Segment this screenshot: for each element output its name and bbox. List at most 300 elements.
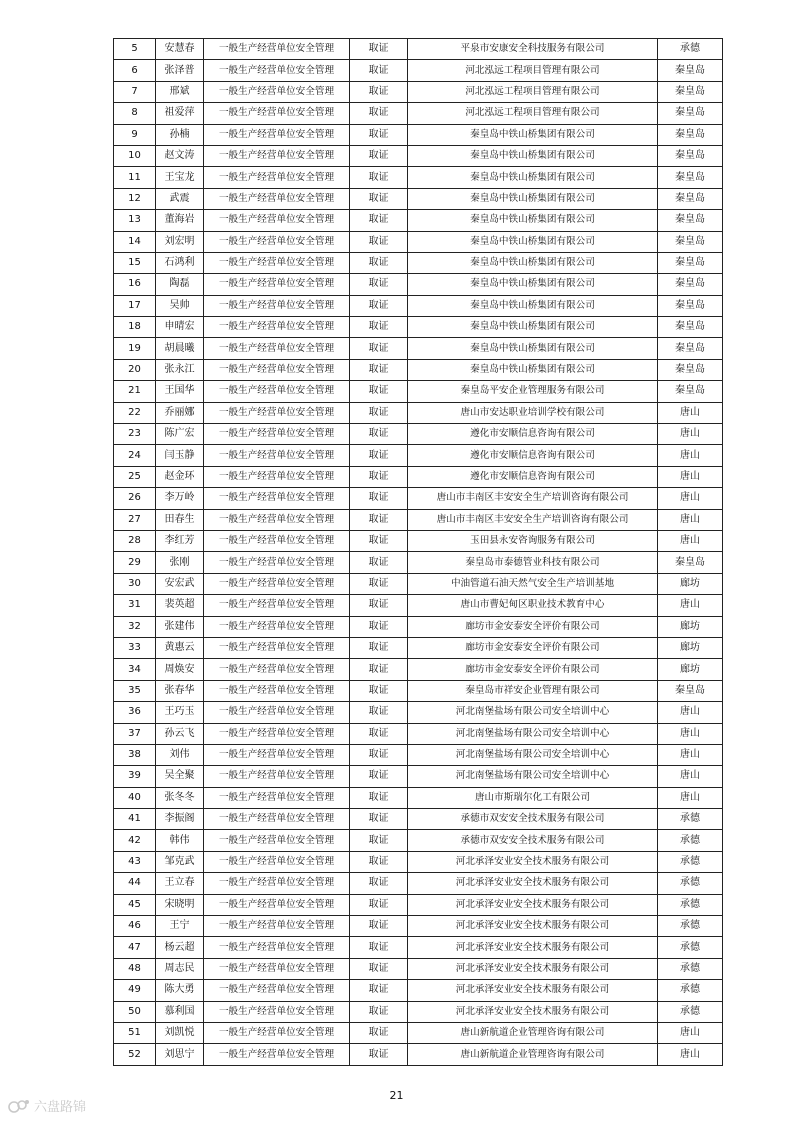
cell-name: 邹克武 (156, 851, 204, 872)
table-row (114, 295, 723, 316)
cell-no: 11 (114, 167, 156, 188)
table-row (114, 60, 723, 81)
table-row (114, 937, 723, 958)
cell-no: 12 (114, 188, 156, 209)
cell-name: 石鸿利 (156, 252, 204, 273)
cell-type: 取证 (350, 937, 408, 958)
cell-name: 王宁 (156, 916, 204, 937)
cell-name: 裴英超 (156, 595, 204, 616)
cell-no: 52 (114, 1044, 156, 1065)
cell-category: 一般生产经营单位安全管理 (204, 595, 350, 616)
cell-region: 唐山 (658, 1022, 723, 1043)
cell-region: 唐山 (658, 424, 723, 445)
cell-type: 取证 (350, 830, 408, 851)
cell-category: 一般生产经营单位安全管理 (204, 231, 350, 252)
cell-no: 25 (114, 466, 156, 487)
table-row (114, 573, 723, 594)
cell-name: 王国华 (156, 381, 204, 402)
cell-unit: 秦皇岛市祥安企业管理有限公司 (408, 680, 658, 701)
cell-region: 承德 (658, 937, 723, 958)
cell-type: 取证 (350, 402, 408, 423)
cell-unit: 秦皇岛中铁山桥集团有限公司 (408, 188, 658, 209)
cell-category: 一般生产经营单位安全管理 (204, 702, 350, 723)
cell-no: 14 (114, 231, 156, 252)
cell-unit: 遵化市安顺信息咨询有限公司 (408, 424, 658, 445)
cell-no: 51 (114, 1022, 156, 1043)
cell-no: 27 (114, 509, 156, 530)
cell-no: 37 (114, 723, 156, 744)
cell-category: 一般生产经营单位安全管理 (204, 637, 350, 658)
table-row (114, 338, 723, 359)
cell-region: 秦皇岛 (658, 295, 723, 316)
cell-name: 周志民 (156, 958, 204, 979)
cell-type: 取证 (350, 958, 408, 979)
cell-type: 取证 (350, 231, 408, 252)
cell-name: 申晴宏 (156, 317, 204, 338)
cell-type: 取证 (350, 1001, 408, 1022)
cell-type: 取证 (350, 637, 408, 658)
cell-no: 7 (114, 81, 156, 102)
cell-type: 取证 (350, 552, 408, 573)
table-row (114, 787, 723, 808)
cell-region: 唐山 (658, 488, 723, 509)
cell-category: 一般生产经营单位安全管理 (204, 359, 350, 380)
cell-name: 李红芳 (156, 530, 204, 551)
cell-region: 秦皇岛 (658, 103, 723, 124)
table-row (114, 39, 723, 60)
cell-name: 杨云超 (156, 937, 204, 958)
cell-unit: 秦皇岛中铁山桥集团有限公司 (408, 231, 658, 252)
cell-unit: 河北承泽安业安全技术服务有限公司 (408, 1001, 658, 1022)
table-row (114, 231, 723, 252)
table-row (114, 402, 723, 423)
cell-type: 取证 (350, 274, 408, 295)
cell-no: 24 (114, 445, 156, 466)
cell-no: 18 (114, 317, 156, 338)
cell-unit: 河北南堡盐场有限公司安全培训中心 (408, 723, 658, 744)
cell-region: 唐山 (658, 530, 723, 551)
cell-name: 慕利国 (156, 1001, 204, 1022)
cell-no: 50 (114, 1001, 156, 1022)
cell-no: 46 (114, 916, 156, 937)
cell-unit: 唐山市安达职业培训学校有限公司 (408, 402, 658, 423)
cell-region: 承德 (658, 830, 723, 851)
cell-category: 一般生产经营单位安全管理 (204, 402, 350, 423)
cell-type: 取证 (350, 894, 408, 915)
cell-region: 唐山 (658, 787, 723, 808)
table-row (114, 424, 723, 445)
cell-category: 一般生产经营单位安全管理 (204, 338, 350, 359)
cell-category: 一般生产经营单位安全管理 (204, 445, 350, 466)
cell-region: 唐山 (658, 445, 723, 466)
cell-type: 取证 (350, 530, 408, 551)
cell-no: 39 (114, 766, 156, 787)
cell-no: 35 (114, 680, 156, 701)
cell-category: 一般生产经营单位安全管理 (204, 573, 350, 594)
cell-category: 一般生产经营单位安全管理 (204, 1001, 350, 1022)
cell-region: 承德 (658, 809, 723, 830)
cell-no: 28 (114, 530, 156, 551)
cell-no: 21 (114, 381, 156, 402)
table-row (114, 958, 723, 979)
cell-type: 取证 (350, 252, 408, 273)
cell-name: 刘思宁 (156, 1044, 204, 1065)
cell-unit: 秦皇岛中铁山桥集团有限公司 (408, 145, 658, 166)
cell-category: 一般生产经营单位安全管理 (204, 424, 350, 445)
cell-unit: 唐山新航道企业管理咨询有限公司 (408, 1044, 658, 1065)
cell-type: 取证 (350, 744, 408, 765)
cell-name: 祖爱萍 (156, 103, 204, 124)
cell-name: 闫玉静 (156, 445, 204, 466)
cell-region: 秦皇岛 (658, 231, 723, 252)
cell-type: 取证 (350, 124, 408, 145)
cell-name: 胡晨曦 (156, 338, 204, 359)
cell-unit: 唐山市丰南区丰安安全生产培训咨询有限公司 (408, 509, 658, 530)
cell-type: 取证 (350, 980, 408, 1001)
cell-name: 张冬冬 (156, 787, 204, 808)
cell-unit: 河北承泽安业安全技术服务有限公司 (408, 980, 658, 1001)
cell-unit: 河北承泽安业安全技术服务有限公司 (408, 851, 658, 872)
cell-unit: 廊坊市金安泰安全评价有限公司 (408, 637, 658, 658)
cell-category: 一般生产经营单位安全管理 (204, 188, 350, 209)
cell-unit: 河北南堡盐场有限公司安全培训中心 (408, 766, 658, 787)
cell-no: 48 (114, 958, 156, 979)
cell-category: 一般生产经营单位安全管理 (204, 723, 350, 744)
cell-unit: 河北承泽安业安全技术服务有限公司 (408, 958, 658, 979)
table-row (114, 188, 723, 209)
cell-category: 一般生产经营单位安全管理 (204, 552, 350, 573)
cell-name: 刘宏明 (156, 231, 204, 252)
cell-region: 承德 (658, 851, 723, 872)
cell-no: 31 (114, 595, 156, 616)
table-row (114, 167, 723, 188)
cell-type: 取证 (350, 1022, 408, 1043)
cell-region: 廊坊 (658, 616, 723, 637)
table-row (114, 359, 723, 380)
cell-region: 唐山 (658, 509, 723, 530)
cell-type: 取证 (350, 295, 408, 316)
cell-name: 陈广宏 (156, 424, 204, 445)
cell-type: 取证 (350, 210, 408, 231)
cell-region: 廊坊 (658, 659, 723, 680)
table-row (114, 274, 723, 295)
cell-unit: 唐山市斯瑞尔化工有限公司 (408, 787, 658, 808)
cell-no: 5 (114, 39, 156, 60)
table-row (114, 851, 723, 872)
cell-type: 取证 (350, 188, 408, 209)
cell-region: 秦皇岛 (658, 60, 723, 81)
cell-type: 取证 (350, 702, 408, 723)
table-row (114, 381, 723, 402)
table-row (114, 680, 723, 701)
cell-region: 秦皇岛 (658, 680, 723, 701)
table-row (114, 702, 723, 723)
cell-region: 承德 (658, 39, 723, 60)
cell-name: 李万岭 (156, 488, 204, 509)
cell-unit: 秦皇岛中铁山桥集团有限公司 (408, 124, 658, 145)
cell-category: 一般生产经营单位安全管理 (204, 937, 350, 958)
cell-no: 49 (114, 980, 156, 1001)
table-row (114, 659, 723, 680)
cell-category: 一般生产经营单位安全管理 (204, 295, 350, 316)
cell-category: 一般生产经营单位安全管理 (204, 103, 350, 124)
table-row (114, 124, 723, 145)
cell-type: 取证 (350, 145, 408, 166)
page-number: 21 (389, 1089, 404, 1102)
cell-region: 承德 (658, 1001, 723, 1022)
table-row (114, 873, 723, 894)
cell-category: 一般生产经营单位安全管理 (204, 787, 350, 808)
cell-unit: 承德市双安安全技术服务有限公司 (408, 809, 658, 830)
cell-unit: 秦皇岛平安企业管理服务有限公司 (408, 381, 658, 402)
cell-type: 取证 (350, 851, 408, 872)
cell-no: 38 (114, 744, 156, 765)
cell-type: 取证 (350, 39, 408, 60)
cell-unit: 玉田县永安咨询服务有限公司 (408, 530, 658, 551)
cell-no: 15 (114, 252, 156, 273)
table-row (114, 744, 723, 765)
cell-no: 42 (114, 830, 156, 851)
table-row (114, 809, 723, 830)
table-row (114, 595, 723, 616)
cell-type: 取证 (350, 573, 408, 594)
cell-unit: 河北泓远工程项目管理有限公司 (408, 60, 658, 81)
cell-unit: 河北南堡盐场有限公司安全培训中心 (408, 702, 658, 723)
cell-type: 取证 (350, 1044, 408, 1065)
cell-no: 32 (114, 616, 156, 637)
cell-no: 16 (114, 274, 156, 295)
cell-type: 取证 (350, 445, 408, 466)
cell-name: 王宝龙 (156, 167, 204, 188)
cell-category: 一般生产经营单位安全管理 (204, 894, 350, 915)
cell-category: 一般生产经营单位安全管理 (204, 980, 350, 1001)
cell-name: 孙楠 (156, 124, 204, 145)
cell-no: 9 (114, 124, 156, 145)
watermark-logo-icon (8, 1098, 30, 1114)
cell-type: 取证 (350, 488, 408, 509)
cell-name: 黄惠云 (156, 637, 204, 658)
cell-name: 武震 (156, 188, 204, 209)
cell-name: 吴全聚 (156, 766, 204, 787)
cell-unit: 秦皇岛中铁山桥集团有限公司 (408, 274, 658, 295)
cell-type: 取证 (350, 766, 408, 787)
cell-name: 张建伟 (156, 616, 204, 637)
cell-category: 一般生产经营单位安全管理 (204, 60, 350, 81)
cell-unit: 廊坊市金安泰安全评价有限公司 (408, 616, 658, 637)
cell-no: 6 (114, 60, 156, 81)
cell-unit: 中油管道石油天然气安全生产培训基地 (408, 573, 658, 594)
cell-unit: 唐山市曹妃甸区职业技术教育中心 (408, 595, 658, 616)
cell-unit: 承德市双安安全技术服务有限公司 (408, 830, 658, 851)
cell-no: 13 (114, 210, 156, 231)
cell-name: 王立春 (156, 873, 204, 894)
cell-category: 一般生产经营单位安全管理 (204, 809, 350, 830)
cell-unit: 秦皇岛中铁山桥集团有限公司 (408, 338, 658, 359)
cell-no: 29 (114, 552, 156, 573)
cell-type: 取证 (350, 60, 408, 81)
cell-type: 取证 (350, 787, 408, 808)
table-row (114, 210, 723, 231)
cell-unit: 秦皇岛中铁山桥集团有限公司 (408, 295, 658, 316)
cell-region: 承德 (658, 873, 723, 894)
table-row (114, 252, 723, 273)
cell-region: 秦皇岛 (658, 252, 723, 273)
cell-unit: 遵化市安顺信息咨询有限公司 (408, 445, 658, 466)
cell-region: 秦皇岛 (658, 338, 723, 359)
cell-type: 取证 (350, 338, 408, 359)
cell-region: 秦皇岛 (658, 359, 723, 380)
cell-region: 承德 (658, 916, 723, 937)
cell-no: 23 (114, 424, 156, 445)
cell-region: 秦皇岛 (658, 167, 723, 188)
cell-name: 安慧春 (156, 39, 204, 60)
watermark (8, 1096, 86, 1115)
cell-name: 赵文涛 (156, 145, 204, 166)
cell-category: 一般生产经营单位安全管理 (204, 958, 350, 979)
cell-type: 取证 (350, 359, 408, 380)
table-row (114, 1001, 723, 1022)
roster-body (114, 39, 723, 1066)
cell-name: 孙云飞 (156, 723, 204, 744)
table-row (114, 103, 723, 124)
cell-no: 41 (114, 809, 156, 830)
cell-type: 取证 (350, 616, 408, 637)
cell-category: 一般生产经营单位安全管理 (204, 766, 350, 787)
cell-type: 取证 (350, 595, 408, 616)
cell-region: 唐山 (658, 744, 723, 765)
table-row (114, 530, 723, 551)
cell-unit: 秦皇岛中铁山桥集团有限公司 (408, 167, 658, 188)
cell-type: 取证 (350, 167, 408, 188)
cell-region: 秦皇岛 (658, 124, 723, 145)
cell-region: 秦皇岛 (658, 381, 723, 402)
table-row (114, 488, 723, 509)
cell-type: 取证 (350, 317, 408, 338)
cell-no: 47 (114, 937, 156, 958)
cell-type: 取证 (350, 916, 408, 937)
cell-unit: 河北南堡盐场有限公司安全培训中心 (408, 744, 658, 765)
table-row (114, 445, 723, 466)
roster-table (113, 38, 723, 1066)
cell-category: 一般生产经营单位安全管理 (204, 680, 350, 701)
cell-name: 陶磊 (156, 274, 204, 295)
cell-no: 30 (114, 573, 156, 594)
table-row (114, 552, 723, 573)
table-row (114, 1022, 723, 1043)
cell-name: 王巧玉 (156, 702, 204, 723)
cell-unit: 秦皇岛中铁山桥集团有限公司 (408, 359, 658, 380)
table-row (114, 145, 723, 166)
cell-no: 19 (114, 338, 156, 359)
cell-name: 邢斌 (156, 81, 204, 102)
cell-region: 秦皇岛 (658, 188, 723, 209)
cell-category: 一般生产经营单位安全管理 (204, 274, 350, 295)
cell-no: 26 (114, 488, 156, 509)
cell-name: 宋晓明 (156, 894, 204, 915)
cell-unit: 河北泓远工程项目管理有限公司 (408, 81, 658, 102)
cell-name: 刘伟 (156, 744, 204, 765)
cell-name: 赵金环 (156, 466, 204, 487)
table-row (114, 1044, 723, 1065)
cell-region: 唐山 (658, 723, 723, 744)
cell-name: 周焕安 (156, 659, 204, 680)
table-row (114, 616, 723, 637)
cell-no: 20 (114, 359, 156, 380)
cell-region: 秦皇岛 (658, 317, 723, 338)
cell-no: 44 (114, 873, 156, 894)
cell-category: 一般生产经营单位安全管理 (204, 916, 350, 937)
cell-category: 一般生产经营单位安全管理 (204, 659, 350, 680)
cell-region: 承德 (658, 980, 723, 1001)
cell-category: 一般生产经营单位安全管理 (204, 81, 350, 102)
table-row (114, 980, 723, 1001)
cell-category: 一般生产经营单位安全管理 (204, 39, 350, 60)
cell-type: 取证 (350, 81, 408, 102)
cell-type: 取证 (350, 809, 408, 830)
cell-category: 一般生产经营单位安全管理 (204, 509, 350, 530)
cell-name: 张泽普 (156, 60, 204, 81)
cell-no: 40 (114, 787, 156, 808)
cell-unit: 唐山新航道企业管理咨询有限公司 (408, 1022, 658, 1043)
cell-category: 一般生产经营单位安全管理 (204, 873, 350, 894)
cell-no: 22 (114, 402, 156, 423)
cell-unit: 河北承泽安业安全技术服务有限公司 (408, 873, 658, 894)
watermark-text: 六盘路锦 (34, 1100, 87, 1115)
cell-region: 秦皇岛 (658, 145, 723, 166)
cell-type: 取证 (350, 873, 408, 894)
cell-no: 10 (114, 145, 156, 166)
cell-unit: 河北承泽安业安全技术服务有限公司 (408, 894, 658, 915)
cell-region: 廊坊 (658, 573, 723, 594)
cell-category: 一般生产经营单位安全管理 (204, 488, 350, 509)
cell-region: 唐山 (658, 595, 723, 616)
cell-unit: 秦皇岛市泰德管业科技有限公司 (408, 552, 658, 573)
cell-name: 吴帅 (156, 295, 204, 316)
cell-type: 取证 (350, 659, 408, 680)
table-row (114, 466, 723, 487)
cell-unit: 平泉市安康安全科技服务有限公司 (408, 39, 658, 60)
cell-type: 取证 (350, 466, 408, 487)
cell-name: 安宏武 (156, 573, 204, 594)
cell-unit: 河北承泽安业安全技术服务有限公司 (408, 937, 658, 958)
cell-unit: 秦皇岛中铁山桥集团有限公司 (408, 317, 658, 338)
cell-unit: 遵化市安顺信息咨询有限公司 (408, 466, 658, 487)
cell-category: 一般生产经营单位安全管理 (204, 145, 350, 166)
cell-unit: 唐山市丰南区丰安安全生产培训咨询有限公司 (408, 488, 658, 509)
cell-unit: 廊坊市金安泰安全评价有限公司 (408, 659, 658, 680)
cell-name: 张永江 (156, 359, 204, 380)
cell-region: 唐山 (658, 702, 723, 723)
cell-name: 董海岩 (156, 210, 204, 231)
cell-region: 唐山 (658, 1044, 723, 1065)
cell-category: 一般生产经营单位安全管理 (204, 616, 350, 637)
cell-category: 一般生产经营单位安全管理 (204, 1022, 350, 1043)
cell-name: 张刚 (156, 552, 204, 573)
cell-region: 秦皇岛 (658, 210, 723, 231)
cell-no: 36 (114, 702, 156, 723)
table-row (114, 894, 723, 915)
cell-name: 陈大勇 (156, 980, 204, 1001)
cell-category: 一般生产经营单位安全管理 (204, 830, 350, 851)
cell-region: 承德 (658, 894, 723, 915)
cell-category: 一般生产经营单位安全管理 (204, 466, 350, 487)
cell-category: 一般生产经营单位安全管理 (204, 530, 350, 551)
table-row (114, 723, 723, 744)
table-row (114, 916, 723, 937)
cell-type: 取证 (350, 680, 408, 701)
cell-type: 取证 (350, 424, 408, 445)
cell-name: 乔丽娜 (156, 402, 204, 423)
